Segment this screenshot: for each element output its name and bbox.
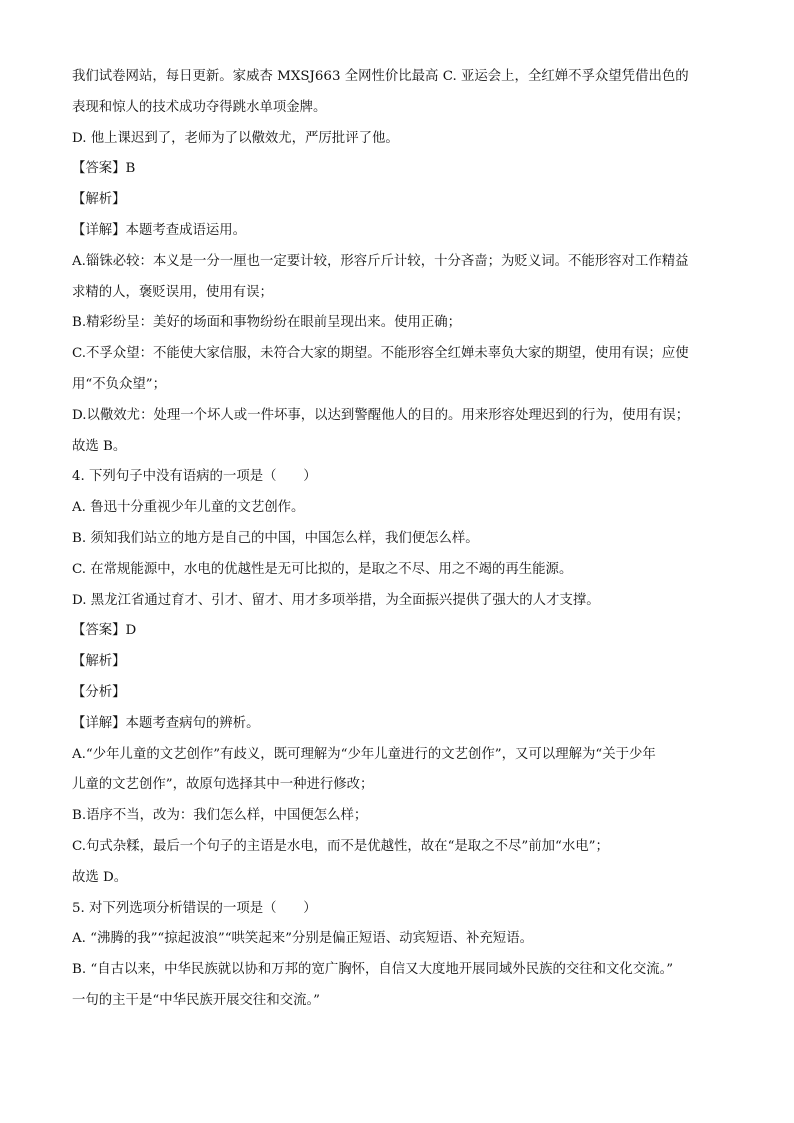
answer-label: 【答案】B bbox=[72, 161, 136, 177]
text-line: B.精彩纷呈：美好的场面和事物纷纷在眼前呈现出来。使用正确； bbox=[72, 315, 462, 331]
option-line: D. 黑龙江省通过育才、引才、留才、用才多项举措，为全面振兴提供了强大的人才支撑。 bbox=[72, 592, 600, 608]
analysis-sub-label: 【分析】 bbox=[72, 684, 126, 700]
document-page bbox=[72, 62, 722, 1017]
text-line: C.不孚众望：不能使大家信服，未符合大家的期望。不能形容全红婵未辜负大家的期望，使用有误；应使 bbox=[72, 346, 689, 362]
text-line: 儿童的文艺创作”，故原句选择其中一种进行修改； bbox=[72, 777, 374, 793]
option-line: A. 鲁迅十分重视少年儿童的文艺创作。 bbox=[72, 500, 305, 516]
text-line: 故选 D。 bbox=[72, 869, 128, 885]
detail-label: 【详解】本题考查病句的辨析。 bbox=[72, 715, 260, 731]
text-line: C.句式杂糅，最后一个句子的主语是水电，而不是优越性，故在“是取之不尽”前加“水电”； bbox=[72, 838, 609, 854]
option-line: B. 须知我们站立的地方是自己的中国，中国怎么样，我们便怎么样。 bbox=[72, 530, 479, 546]
text-line: 用“不负众望”； bbox=[72, 376, 167, 392]
text-line: 故选 B。 bbox=[72, 438, 127, 454]
text-line: 一句的主干是“中华民族开展交往和交流。” bbox=[72, 992, 321, 1008]
detail-label: 【详解】本题考查成语运用。 bbox=[72, 222, 247, 238]
option-line: C. 在常规能源中，水电的优越性是无可比拟的，是取之不尽、用之不竭的再生能源。 bbox=[72, 561, 573, 577]
text-line: 求精的人，褒贬误用，使用有误； bbox=[72, 284, 273, 300]
text-line: A.“少年儿童的文艺创作”有歧义，既可理解为“少年儿童进行的文艺创作”，又可以理解为“关于少年 bbox=[72, 746, 656, 762]
analysis-label: 【解析】 bbox=[72, 654, 126, 670]
text-line: B.语序不当，改为：我们怎么样，中国便怎么样； bbox=[72, 808, 368, 824]
text-line: 我们试卷网站，每日更新。家威杏 MXSJ663 全网性价比最高 C. 亚运会上，全红婵不孚众望凭借出色的 bbox=[72, 69, 689, 84]
question-5: 5. 对下列选项分析错误的一项是（ ） bbox=[72, 900, 317, 916]
answer-label: 【答案】D bbox=[72, 623, 137, 639]
analysis-label: 【解析】 bbox=[72, 192, 126, 208]
question-4: 4. 下列句子中没有语病的一项是（ ） bbox=[72, 469, 317, 485]
option-line: B. “自古以来，中华民族就以协和万邦的宽广胸怀，自信又大度地开展同域外民族的交往和文化交流。” bbox=[72, 962, 674, 978]
text-line: A.锱铢必较：本义是一分一厘也一定要计较，形容斤斤计较，十分吝啬；为贬义词。不能形容对工作精益 bbox=[72, 253, 689, 269]
text-line: 表现和惊人的技术成功夺得跳水单项金牌。 bbox=[72, 99, 327, 115]
option-d-line: D. 他上课迟到了，老师为了以儆效尤，严厉批评了他。 bbox=[72, 130, 399, 146]
option-line: A. “沸腾的我”“掠起波浪”“哄笑起来”分别是偏正短语、动宾短语、补充短语。 bbox=[72, 931, 533, 947]
text-line: D.以儆效尤：处理一个坏人或一件坏事，以达到警醒他人的目的。用来形容处理迟到的行为，使用有误； bbox=[72, 407, 690, 423]
